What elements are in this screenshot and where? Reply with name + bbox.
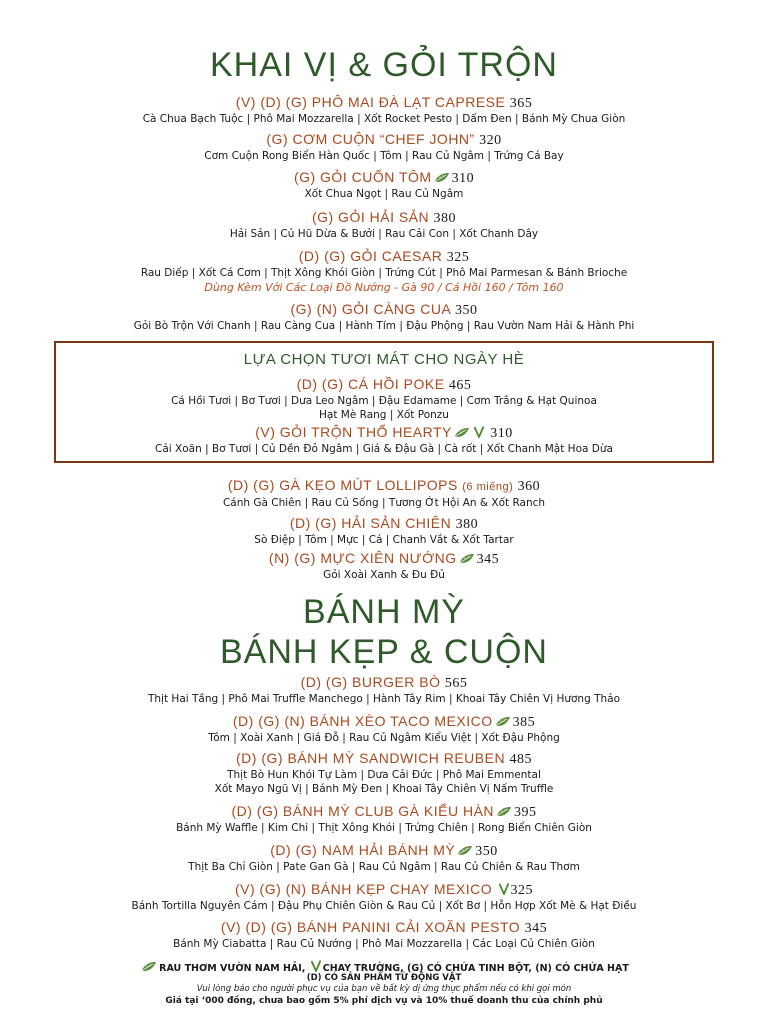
- item-count: (6 miếng): [462, 481, 514, 493]
- item-description: Cơm Cuộn Rong Biển Hàn Quốc | Tôm | Rau Củ Ngâm | Trứng Cá Bay: [204, 150, 564, 162]
- item-description: Bánh Tortilla Nguyên Cám | Đậu Phụ Chiên Giòn & Rau Củ | Xốt Bơ | Hỗn Hợp Xốt Mè & Hạt Điều: [131, 900, 637, 912]
- item-description: Bánh Mỳ Waffle | Kim Chi | Thịt Xông Khói | Trứng Chiên | Rong Biển Chiên Giòn: [176, 822, 592, 834]
- legend-herb-text: RAU THƠM VƯỜN NAM HẢI,: [159, 963, 306, 974]
- item-price: 395: [514, 805, 537, 820]
- menu-item: [0, 842, 768, 874]
- item-price: 380: [433, 211, 457, 226]
- item-price: 380: [455, 517, 479, 532]
- menu-item: [0, 169, 768, 201]
- item-price: 310: [490, 426, 513, 441]
- item-description: Hải Sản | Củ Hũ Dừa & Bưởi | Rau Cải Con | Xốt Chanh Dây: [229, 228, 539, 240]
- item-name: (V) GỎI TRỘN THỔ HEARTY: [255, 424, 452, 440]
- menu-item: [0, 424, 768, 456]
- item-name: (V) (G) (N) BÁNH KẸP CHAY MEXICO: [234, 881, 493, 897]
- menu-item: [0, 131, 768, 163]
- menu-item: [0, 550, 768, 582]
- item-price: 360: [517, 479, 541, 494]
- menu-item: [0, 803, 768, 835]
- menu-item: [0, 209, 768, 241]
- summer-box-title: LỰA CHỌN TƯƠI MÁT CHO NGÀY HÈ: [243, 351, 525, 368]
- herb-leaf-icon: [141, 961, 157, 972]
- section-title-sandwiches: [0, 592, 768, 672]
- item-price: 350: [455, 303, 478, 318]
- item-description-2: Hạt Mè Rang | Xốt Ponzu: [319, 409, 449, 421]
- item-name: (V) (D) (G) PHÔ MAI ĐÀ LẠT CAPRESE: [235, 94, 506, 110]
- item-name: (D) (G) (N) BÁNH XÈO TACO MEXICO: [232, 713, 493, 729]
- item-description: Cánh Gà Chiên | Rau Củ Sống | Tương Ớt Hội An & Xốt Ranch: [222, 497, 546, 509]
- item-name: (D) (G) HẢI SẢN CHIÊN: [289, 515, 452, 531]
- menu-item: [0, 919, 768, 951]
- vegan-v-icon: [311, 960, 321, 972]
- menu-item: [0, 713, 768, 745]
- item-price: 345: [524, 921, 548, 936]
- menu-item: [0, 674, 768, 706]
- item-price: 345: [476, 552, 500, 567]
- item-description: Sò Điệp | Tôm | Mực | Cá | Chanh Vắt & Xốt Tartar: [254, 534, 514, 546]
- herb-leaf-icon: [457, 845, 473, 856]
- item-description: Gỏi Bò Trộn Với Chanh | Rau Càng Cua | Hành Tím | Đậu Phộng | Rau Vườn Nam Hải & Hành Phi: [133, 320, 635, 332]
- item-name: (G) CƠM CUỘN “CHEF JOHN”: [266, 131, 475, 147]
- item-description: Thịt Hai Tầng | Phô Mai Truffle Manchego | Hành Tây Rim | Khoai Tây Chiên Vị Hương Thảo: [147, 693, 621, 705]
- herb-leaf-icon: [496, 806, 512, 817]
- item-name: (D) (G) BÁNH MỲ SANDWICH REUBEN: [236, 750, 506, 766]
- vegan-v-icon: [499, 883, 509, 895]
- item-description: Tôm | Xoài Xanh | Giá Đỗ | Rau Củ Ngâm Kiểu Việt | Xốt Đậu Phộng: [208, 732, 560, 744]
- item-name: (D) (G) BURGER BÒ: [300, 674, 441, 690]
- item-description-2: Xốt Mayo Ngũ Vị | Bánh Mỳ Đen | Khoai Tây Chiên Vị Nấm Truffle: [214, 783, 554, 795]
- item-price: 365: [509, 96, 533, 111]
- item-price: 310: [451, 171, 475, 186]
- section-title-line-1: BÁNH MỲ: [303, 593, 465, 631]
- menu-item: [0, 301, 768, 333]
- item-price: 325: [510, 883, 534, 898]
- menu-item: [0, 750, 768, 796]
- item-description: Rau Diếp | Xốt Cá Cơm | Thịt Xông Khói Giòn | Trứng Cút | Phô Mai Parmesan & Bánh Brioche: [140, 267, 628, 279]
- section-title-appetizers: KHAI VỊ & GỎI TRỘN: [210, 46, 558, 84]
- item-price: 565: [444, 676, 468, 691]
- item-name: (D) (G) BÁNH MỲ CLUB GÀ KIỂU HÀN: [231, 803, 495, 819]
- item-description: Cải Xoăn | Bơ Tươi | Củ Dền Đỏ Ngâm | Giá & Đậu Gà | Cà rốt | Xốt Chanh Mật Hoa Dừa: [155, 443, 613, 455]
- item-description: Cà Chua Bạch Tuộc | Phô Mai Mozzarella | Xốt Rocket Pesto | Dấm Đen | Bánh Mỳ Chua Giòn: [142, 113, 626, 125]
- menu-item: [0, 515, 768, 547]
- item-name: (V) (D) (G) BÁNH PANINI CẢI XOĂN PESTO: [220, 919, 521, 935]
- menu-item: [0, 376, 768, 422]
- item-note: Dùng Kèm Với Các Loại Đồ Nướng - Gà 90 / Cá Hồi 160 / Tôm 160: [204, 281, 564, 294]
- price-tax-note: Giá tại ‘000 đồng, chưa bao gồm 5% phí dịch vụ và 10% thuế doanh thu của chính phủ: [165, 996, 603, 1006]
- legend-animal-products: (D) CÓ SẢN PHẨM TỪ ĐỘNG VẬT: [306, 973, 462, 983]
- menu-item: [0, 477, 768, 510]
- herb-leaf-icon: [434, 172, 450, 183]
- item-price: 385: [512, 715, 536, 730]
- item-price: 485: [509, 752, 532, 767]
- item-name: (D) (G) GỎI CAESAR: [298, 248, 443, 264]
- item-price: 325: [446, 250, 470, 265]
- vegan-v-icon: [474, 426, 484, 438]
- menu-item: [0, 881, 768, 913]
- item-name: (N) (G) MỰC XIÊN NƯỚNG: [268, 550, 457, 566]
- herb-leaf-icon: [454, 427, 470, 438]
- herb-leaf-icon: [495, 716, 511, 727]
- item-description: Thịt Ba Chỉ Giòn | Pate Gan Gà | Rau Củ Ngâm | Rau Củ Chiên & Rau Thơm: [188, 861, 580, 873]
- menu-item: [0, 248, 768, 295]
- item-name: (D) (G) NAM HẢI BÁNH MỲ: [270, 842, 456, 858]
- item-description: Bánh Mỳ Ciabatta | Rau Củ Nướng | Phô Mai Mozzarella | Các Loại Củ Chiên Giòn: [173, 938, 595, 950]
- item-description: Gỏi Xoài Xanh & Đu Đủ: [323, 569, 445, 581]
- item-description: Thịt Bò Hun Khói Tự Làm | Dưa Cải Đức | Phô Mai Emmental: [227, 769, 541, 781]
- item-price: 320: [479, 133, 502, 148]
- item-price: 350: [475, 844, 498, 859]
- item-name: (D) (G) CÁ HỒI POKE: [296, 376, 445, 392]
- allergy-disclaimer: Vui lòng báo cho người phục vụ của bạn về bất kỳ dị ứng thực phẩm nếu có khi gọi món: [196, 984, 572, 994]
- item-description: Xốt Chua Ngọt | Rau Củ Ngâm: [304, 188, 464, 200]
- item-price: 465: [448, 378, 472, 393]
- section-title-line-2: BÁNH KẸP & CUỘN: [219, 633, 548, 671]
- item-name: (D) (G) GÀ KẸO MÚT LOLLIPOPS: [227, 477, 458, 493]
- legend-codes-text: CHAY TRƯỜNG, (G) CÓ CHỨA TINH BỘT, (N) CÓ CHỨA HẠT: [322, 963, 629, 974]
- item-name: (G) GỎI HẢI SẢN: [311, 209, 430, 225]
- menu-item: [0, 94, 768, 126]
- item-name: (G) (N) GỎI CÀNG CUA: [290, 301, 451, 317]
- item-name: (G) GỎI CUỐN TÔM: [293, 169, 432, 185]
- item-description: Cá Hồi Tươi | Bơ Tươi | Dưa Leo Ngâm | Đậu Edamame | Cơm Trắng & Hạt Quinoa: [171, 395, 597, 407]
- herb-leaf-icon: [459, 553, 475, 564]
